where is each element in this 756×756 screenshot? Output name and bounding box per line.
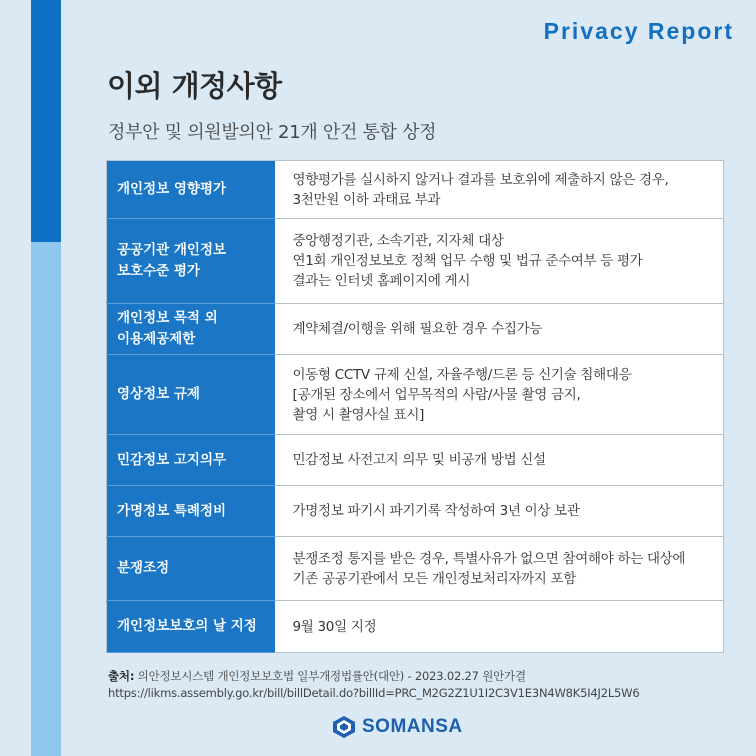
row-description-line: 3천만원 이하 과태료 부과 xyxy=(292,191,441,208)
source-text: 의안정보시스템 개인정보보호법 일부개정법률안(대안) - 2023.02.27 원안가결 xyxy=(134,669,526,683)
row-description xyxy=(275,601,724,653)
row-label-line: 민감정보 고지의무 xyxy=(117,451,227,468)
row-description-line: 기존 공공기관에서 모든 개인정보처리자까지 포함 xyxy=(292,570,577,587)
source-url: https://likms.assembly.go.kr/bill/billDetail.do?billId=PRC_M2G2Z1U1I2C3V1E3N4W8K5I4J2L5W6 xyxy=(108,686,640,700)
somansa-logo xyxy=(331,715,463,739)
row-description-line: 계약체결/이행을 위해 필요한 경우 수집가능 xyxy=(292,321,543,337)
row-label-line: 개인정보보호의 날 지정 xyxy=(117,618,257,634)
row-description xyxy=(275,486,724,537)
row-label-line: 이용제공제한 xyxy=(117,331,196,347)
row-description xyxy=(275,161,724,219)
row-description xyxy=(275,355,724,435)
table-row xyxy=(107,537,724,601)
row-label xyxy=(107,486,275,537)
report-label: Privacy Report xyxy=(543,18,734,44)
row-label xyxy=(107,355,275,435)
amendments-table xyxy=(106,160,724,653)
row-label xyxy=(107,304,275,355)
row-description-line: [공개된 장소에서 업무목적의 사람/사물 촬영 금지, xyxy=(292,386,581,403)
table-row xyxy=(107,219,724,304)
table-row xyxy=(107,486,724,537)
accent-stripe-light xyxy=(31,242,61,756)
accent-stripe-dark xyxy=(31,0,61,242)
row-label-line: 개인정보 목적 외 xyxy=(117,310,218,326)
table-row xyxy=(107,304,724,355)
row-label-line: 분쟁조정 xyxy=(117,560,170,576)
row-description xyxy=(275,435,724,486)
page-subtitle: 정부안 및 의원발의안 21개 안건 통합 상정 xyxy=(108,122,437,143)
table-row xyxy=(107,161,724,219)
source-note xyxy=(108,668,728,702)
row-description-line: 중앙행정기관, 소속기관, 지자체 대상 xyxy=(292,233,504,249)
row-description-line: 이동형 CCTV 규제 신설, 자율주행/드론 등 신기술 침해대응 xyxy=(292,366,632,383)
row-label xyxy=(107,537,275,601)
somansa-logo-icon xyxy=(331,715,357,739)
row-description-line: 영향평가를 실시하지 않거나 결과를 보호위에 제출하지 않은 경우, xyxy=(292,171,669,188)
row-label-line: 개인정보 영향평가 xyxy=(117,181,227,197)
row-description-line: 결과는 인터넷 홈페이지에 게시 xyxy=(292,273,471,289)
table-row xyxy=(107,601,724,653)
row-description xyxy=(275,304,724,355)
logo-text: SOMANSA xyxy=(362,716,463,737)
row-label-line: 보호수준 평가 xyxy=(117,263,200,279)
row-description-line: 민감정보 사전고지 의무 및 비공개 방법 신설 xyxy=(292,452,546,468)
row-label xyxy=(107,219,275,304)
table-row xyxy=(107,355,724,435)
row-description-line: 분쟁조정 통지를 받은 경우, 특별사유가 없으면 참여해야 하는 대상에 xyxy=(292,550,686,567)
row-label-line: 공공기관 개인정보 xyxy=(117,242,227,258)
row-description-line: 촬영 시 촬영사실 표시] xyxy=(292,406,425,423)
row-description-line: 9월 30일 지정 xyxy=(292,618,377,635)
row-label-line: 가명정보 특례정비 xyxy=(117,502,227,519)
source-prefix: 출처: xyxy=(108,669,135,683)
row-label xyxy=(107,435,275,486)
row-label xyxy=(107,601,275,653)
page-title: 이외 개정사항 xyxy=(107,69,282,103)
row-description xyxy=(275,537,724,601)
row-label xyxy=(107,161,275,219)
row-description xyxy=(275,219,724,304)
table-row xyxy=(107,435,724,486)
row-description-line: 가명정보 파기시 파기기록 작성하여 3년 이상 보관 xyxy=(292,503,580,519)
amendments-table-body xyxy=(107,161,724,653)
row-label-line: 영상정보 규제 xyxy=(117,386,200,402)
row-description-line: 연1회 개인정보보호 정책 업무 수행 및 법규 준수여부 등 평가 xyxy=(292,253,643,269)
